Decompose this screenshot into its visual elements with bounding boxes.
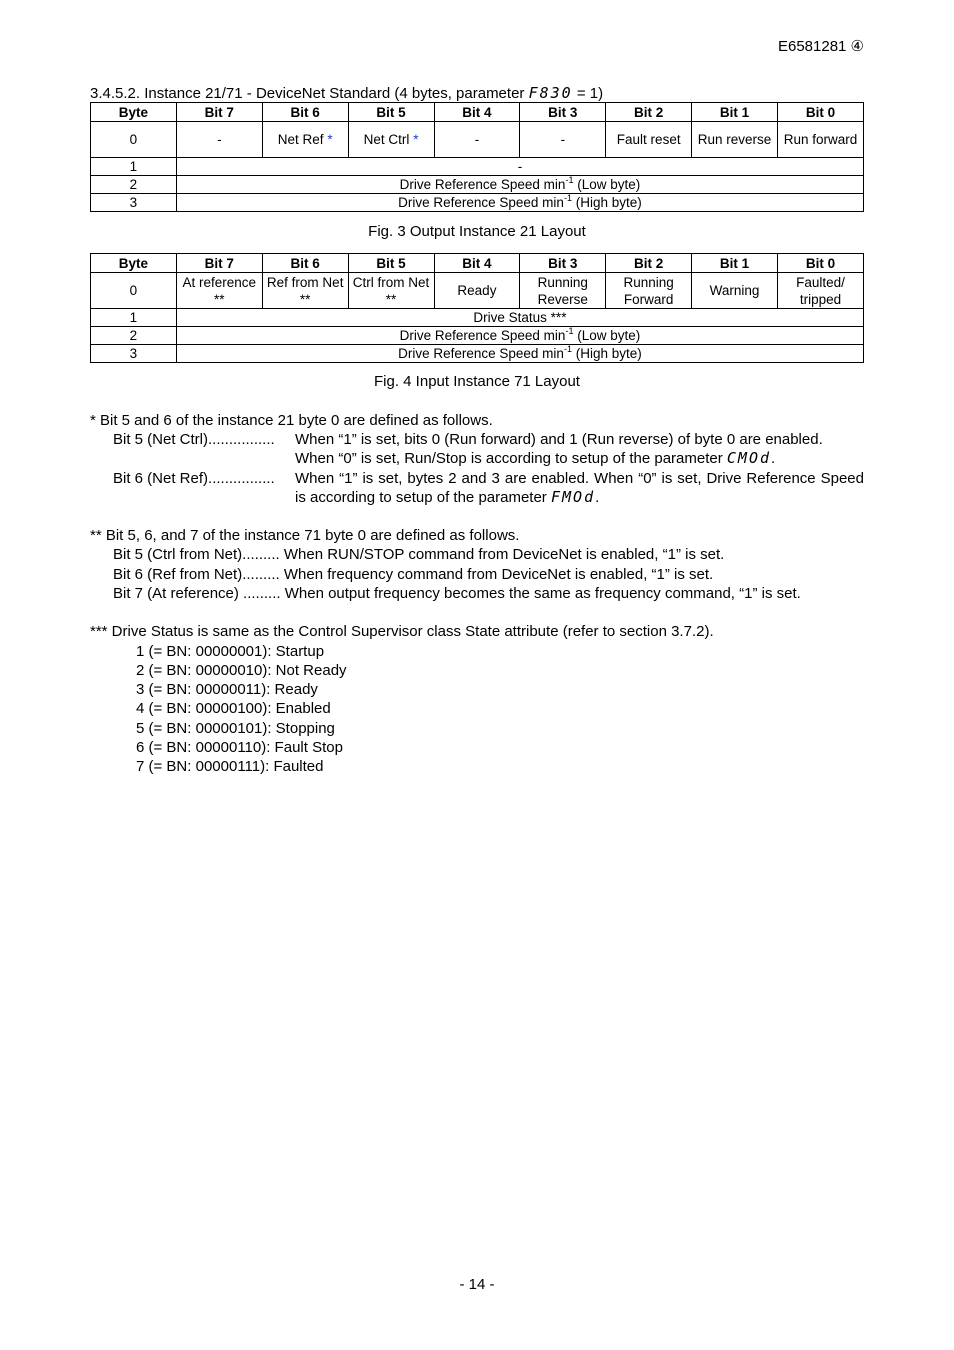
column-header: Bit 3 (520, 254, 606, 273)
figure-caption: Fig. 3 Output Instance 21 Layout (368, 223, 586, 240)
cell-text: (High byte) (571, 195, 642, 210)
column-header: Bit 6 (262, 254, 348, 273)
note-label: Bit 6 (Net Ref)................ (113, 470, 275, 487)
column-header: Bit 7 (176, 254, 262, 273)
list-item: 2 (= BN: 00000010): Not Ready (136, 662, 347, 679)
bit-cell: - (520, 122, 606, 158)
column-header: Bit 1 (692, 103, 778, 122)
table-row (91, 122, 864, 158)
list-item: 1 (= BN: 00000001): Startup (136, 643, 325, 660)
parameter-code: F830 (528, 84, 573, 102)
table-row (91, 158, 864, 176)
note-line: Bit 5 (Ctrl from Net)......... When RUN/STOP command from DeviceNet is enabled, “1” is set. (113, 546, 725, 563)
bit-cell (348, 122, 434, 158)
bit-cell: Faulted/ tripped (778, 273, 864, 309)
cell-text: Drive Reference Speed min (399, 177, 566, 192)
heading-suffix: = 1) (572, 85, 604, 102)
superscript: -1 (563, 344, 572, 354)
output-instance-table (90, 102, 864, 212)
page-number: - 14 - (459, 1276, 495, 1293)
byte-cell: 3 (91, 345, 177, 363)
table-header-row (91, 103, 864, 122)
byte-cell: 0 (91, 273, 177, 309)
note-text-part: . (771, 450, 776, 467)
list-item: 3 (= BN: 00000011): Ready (136, 681, 318, 698)
merged-cell: - (176, 158, 863, 176)
column-header: Bit 0 (778, 103, 864, 122)
column-header: Byte (91, 103, 177, 122)
byte-cell: 1 (91, 158, 177, 176)
note-line: Bit 7 (At reference) ......... When output frequency becomes the same as frequency command, “1” is set. (113, 585, 801, 602)
footnote-mark: * (327, 132, 333, 147)
column-header: Bit 5 (348, 254, 434, 273)
note-text (295, 469, 864, 507)
note-text-part: . (595, 489, 600, 506)
table-row (91, 309, 864, 327)
column-header: Bit 5 (348, 103, 434, 122)
column-header: Bit 2 (606, 103, 692, 122)
section-heading (90, 84, 603, 102)
cell-text: Drive Reference Speed min (398, 195, 564, 210)
note-text-part: When “1” is set, bytes 2 and 3 are enabled. When “0” is set, Drive Reference Speed is according to setup of the parameter (295, 470, 864, 506)
column-header: Bit 0 (778, 254, 864, 273)
bit-cell: Ctrl from Net ** (348, 273, 434, 309)
table-row (91, 345, 864, 363)
superscript: -1 (563, 193, 572, 203)
cell-text: (Low byte) (573, 328, 641, 343)
table-header-row (91, 254, 864, 273)
bit-cell: - (176, 122, 262, 158)
document-number: E6581281 ④ (777, 38, 864, 55)
column-header: Byte (91, 254, 177, 273)
byte-cell: 2 (91, 176, 177, 194)
list-item: 5 (= BN: 00000101): Stopping (136, 720, 335, 737)
column-header: Bit 4 (434, 103, 520, 122)
figure-caption: Fig. 4 Input Instance 71 Layout (374, 373, 580, 390)
list-item: 4 (= BN: 00000100): Enabled (136, 700, 331, 717)
column-header: Bit 3 (520, 103, 606, 122)
bit-cell: At reference ** (176, 273, 262, 309)
parameter-code: FMOd (550, 488, 596, 506)
list-item: 7 (= BN: 00000111): Faulted (136, 758, 324, 775)
bit-cell: Warning (692, 273, 778, 309)
bit-cell: Ref from Net ** (262, 273, 348, 309)
byte-cell: 2 (91, 327, 177, 345)
note-line: Bit 6 (Ref from Net)......... When frequency command from DeviceNet is enabled, “1” is set. (113, 566, 714, 583)
note-text: When “1” is set, bits 0 (Run forward) and 1 (Run reverse) of byte 0 are enabled. (295, 431, 823, 448)
list-item: 6 (= BN: 00000110): Fault Stop (136, 739, 343, 756)
byte-cell: 1 (91, 309, 177, 327)
heading-prefix: 3.4.5.2. Instance 21/71 - DeviceNet Standard (4 bytes, parameter (90, 85, 529, 102)
input-instance-table (90, 253, 864, 363)
bit-cell: Running Forward (606, 273, 692, 309)
table-row (91, 273, 864, 309)
column-header: Bit 1 (692, 254, 778, 273)
bit-cell: Run reverse (692, 122, 778, 158)
note-text (295, 449, 775, 468)
column-header: Bit 6 (262, 103, 348, 122)
bit-cell: Run forward (778, 122, 864, 158)
byte-cell: 3 (91, 194, 177, 212)
bit-cell: - (434, 122, 520, 158)
bit-cell: Ready (434, 273, 520, 309)
column-header: Bit 7 (176, 103, 262, 122)
column-header: Bit 2 (606, 254, 692, 273)
merged-cell (176, 327, 863, 345)
footnote-mark: * (413, 132, 419, 147)
note-intro: * Bit 5 and 6 of the instance 21 byte 0 are defined as follows. (90, 412, 493, 429)
bit-cell: Fault reset (606, 122, 692, 158)
byte-cell: 0 (91, 122, 177, 158)
merged-cell (176, 194, 863, 212)
merged-cell: Drive Status *** (176, 309, 863, 327)
bit-cell (262, 122, 348, 158)
cell-text: Drive Reference Speed min (399, 328, 566, 343)
table-row (91, 327, 864, 345)
note-text-part: When “0” is set, Run/Stop is according to setup of the parameter (295, 450, 727, 467)
superscript: -1 (565, 175, 574, 185)
cell-text: Drive Reference Speed min (398, 346, 564, 361)
bit-cell: Running Reverse (520, 273, 606, 309)
note-label: Bit 5 (Net Ctrl)................ (113, 431, 275, 448)
bit-label: Net Ref (277, 132, 324, 147)
note-intro: *** Drive Status is same as the Control Supervisor class State attribute (refer to section 3.7.2). (90, 623, 714, 640)
superscript: -1 (565, 326, 574, 336)
note-intro: ** Bit 5, 6, and 7 of the instance 71 byte 0 are defined as follows. (90, 527, 520, 544)
merged-cell (176, 176, 863, 194)
merged-cell (176, 345, 863, 363)
cell-text: (Low byte) (573, 177, 641, 192)
table-row (91, 194, 864, 212)
bit-label: Net Ctrl (363, 132, 410, 147)
column-header: Bit 4 (434, 254, 520, 273)
table-row (91, 176, 864, 194)
cell-text: (High byte) (571, 346, 642, 361)
parameter-code: CMOd (726, 449, 772, 467)
